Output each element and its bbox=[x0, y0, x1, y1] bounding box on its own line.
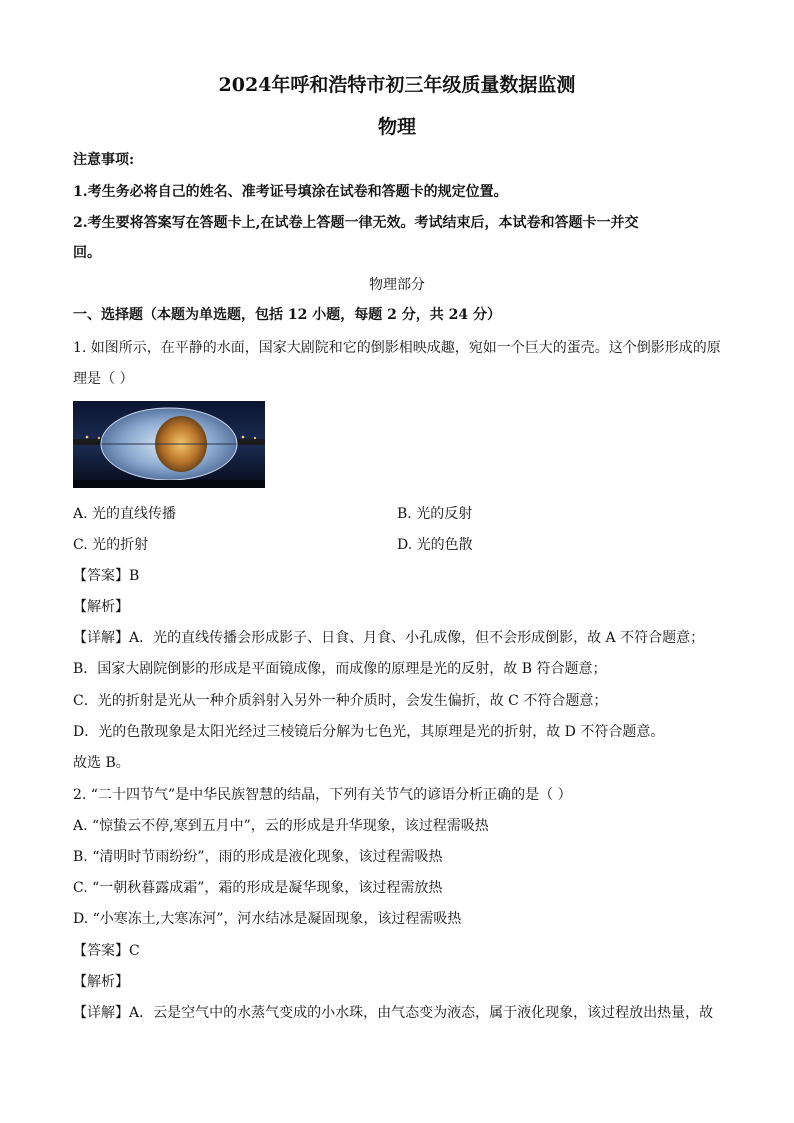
q1-analysis-label: 【解析】 bbox=[73, 599, 129, 615]
q1-detail-d: D．光的色散现象是太阳光经过三棱镜后分解为七色光，其原理是光的折射，故 D 不符合题意。 bbox=[73, 724, 665, 740]
q1-conclusion: 故选 B。 bbox=[73, 755, 130, 771]
q2-analysis-label: 【解析】 bbox=[73, 974, 129, 990]
section-heading: 一、选择题（本题为单选题，包括 12 小题，每题 2 分，共 24 分） bbox=[73, 307, 501, 323]
q1-theatre-photo bbox=[73, 401, 265, 488]
notice-item-2-line-1: 2.考生要将答案写在答题卡上,在试卷上答题一律无效。考试结束后，本试卷和答题卡一并交 bbox=[73, 215, 639, 231]
q1-stem-line-2: 理是（ ） bbox=[73, 371, 134, 387]
exam-title: 2024年呼和浩特市初三年级质量数据监测 bbox=[218, 74, 576, 96]
q2-option-c: C. “一朝秋暮露成霜”，霜的形成是凝华现象，该过程需放热 bbox=[73, 880, 443, 896]
q2-answer: 【答案】C bbox=[73, 943, 140, 959]
q2-option-d: D. “小寒冻土,大寒冻河”，河水结冰是凝固现象，该过程需吸热 bbox=[73, 911, 462, 927]
theatre-reflection-image bbox=[73, 401, 265, 488]
q1-detail-b: B．国家大剧院倒影的形成是平面镜成像，而成像的原理是光的反射，故 B 符合题意； bbox=[73, 661, 607, 677]
q1-option-c: C. 光的折射 bbox=[73, 537, 149, 553]
q1-detail-a: 【详解】A．光的直线传播会形成影子、日食、月食、小孔成像，但不会形成倒影，故 A 不符合题意； bbox=[73, 630, 705, 646]
q2-stem: 2. “二十四节气”是中华民族智慧的结晶，下列有关节气的谚语分析正确的是（ ） bbox=[73, 787, 572, 803]
q1-option-d: D. 光的色散 bbox=[397, 537, 473, 553]
q2-option-b: B. “清明时节雨纷纷”，雨的形成是液化现象，该过程需吸热 bbox=[73, 849, 443, 865]
q1-detail-c: C．光的折射是光从一种介质斜射入另外一种介质时，会发生偏折，故 C 不符合题意； bbox=[73, 693, 608, 709]
q1-option-a: A. 光的直线传播 bbox=[73, 506, 177, 522]
part-heading: 物理部分 bbox=[369, 277, 425, 293]
q1-option-b: B. 光的反射 bbox=[397, 506, 473, 522]
notice-item-1: 1.考生务必将自己的姓名、准考证号填涂在试卷和答题卡的规定位置。 bbox=[73, 184, 508, 200]
subject-title: 物理 bbox=[377, 116, 416, 138]
q2-option-a: A. “惊蛰云不停,寒到五月中”，云的形成是升华现象，该过程需吸热 bbox=[73, 818, 489, 834]
notice-item-2-line-2: 回。 bbox=[73, 245, 101, 261]
q2-detail-a: 【详解】A．云是空气中的水蒸气变成的小水珠，由气态变为液态，属于液化现象，该过程放出热量，故 bbox=[73, 1005, 714, 1021]
q1-answer: 【答案】B bbox=[73, 568, 140, 584]
notice-heading: 注意事项: bbox=[73, 152, 135, 168]
q1-stem-line-1: 1. 如图所示，在平静的水面，国家大剧院和它的倒影相映成趣，宛如一个巨大的蛋壳。这个倒影形成的原 bbox=[73, 340, 721, 356]
